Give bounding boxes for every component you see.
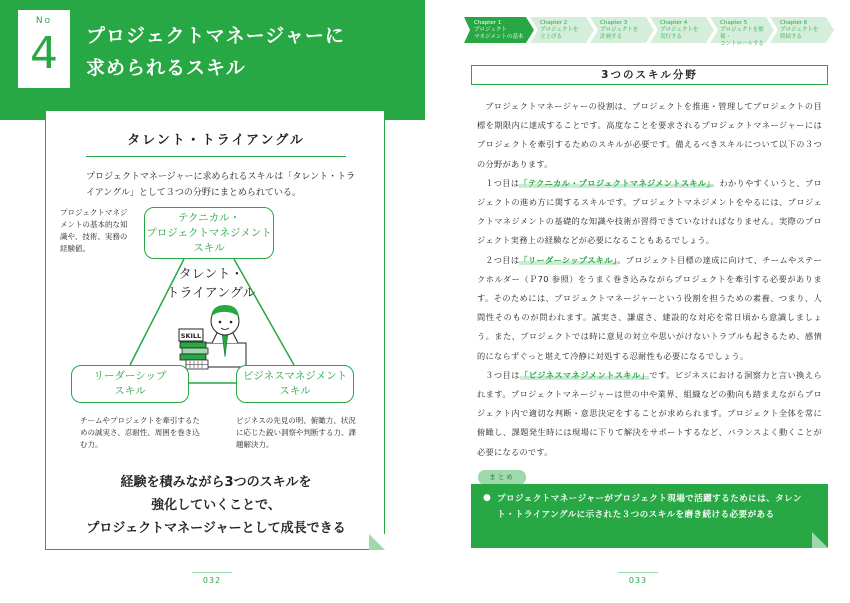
paragraph-4 xyxy=(477,366,822,462)
tab-chapter-4-line2: 実行する xyxy=(660,34,683,40)
paragraph-2-lead: １つ目は xyxy=(485,177,520,188)
tab-chapter-4-line1: プロジェクトを xyxy=(660,27,699,33)
business-skill-description: ビジネスの先見の明、俯瞰力、状況に応じた鋭い洞察や判断する力、課題解決力。 xyxy=(236,416,356,449)
chapter-header xyxy=(0,0,425,120)
triangle-center-label xyxy=(156,265,266,303)
highlight-leadership-skill: 「リーダーシップスキル」 xyxy=(519,254,618,265)
tab-chapter-2-line2: 立上げる xyxy=(540,34,563,40)
chapter-number-box xyxy=(18,10,70,88)
tab-chapter-1-num: Chapter 1 xyxy=(474,20,502,26)
summary-text: プロジェクトマネージャーがプロジェクト現場で活躍するためには、タレント・トライアングルに示された３つのスキルを磨き続ける必要がある xyxy=(497,494,802,520)
tab-chapter-4[interactable] xyxy=(650,17,714,43)
tab-chapter-5-line1: プロジェクトを監視・ xyxy=(720,27,764,40)
page-number-right: 033 xyxy=(628,576,648,585)
node-tech-line1: テクニカル・ xyxy=(177,212,241,224)
tech-skill-description: プロジェクトマネジメントの基本的な知識や、技術、実務の経験値。 xyxy=(60,208,128,253)
node-biz-line2: スキル xyxy=(279,385,311,397)
paragraph-2 xyxy=(477,174,822,251)
summary-tag: まとめ xyxy=(478,470,526,485)
tab-chapter-1-line1: プロジェクト xyxy=(474,27,507,33)
paragraph-3 xyxy=(477,251,822,366)
tab-chapter-6-line2: 終結する xyxy=(780,34,803,40)
node-technical-pm-skill xyxy=(144,207,274,259)
tab-chapter-1[interactable] xyxy=(464,17,534,43)
tab-chapter-3-num: Chapter 3 xyxy=(600,20,628,26)
conclusion-line3: プロジェクトマネージャーとして成長できる xyxy=(86,521,346,536)
paragraph-3-lead: ２つ目は xyxy=(485,254,520,265)
chapter-title-line2: 求められるスキル xyxy=(86,57,246,79)
highlight-business-skill: 「ビジネスマネジメントスキル」 xyxy=(519,369,650,380)
tab-chapter-3-line1: プロジェクトを xyxy=(600,27,639,33)
bullet-icon: ● xyxy=(483,493,491,503)
paragraph-2-rest: 。わかりやすくいうと、プロジェクトの進め方に関するスキルです。プロジェクトマネジメントをやるには、プロジェクトマネジメントの基礎的な知識や技術が習得できていなければなりません。実際のプロジェクト実務上の経験などが必要になることもあるでしょう。 xyxy=(477,177,822,246)
chapter-title-line1: プロジェクトマネージャーに xyxy=(86,25,345,47)
node-business-management-skill xyxy=(236,365,354,403)
tab-chapter-3[interactable] xyxy=(590,17,654,43)
node-biz-line1: ビジネスマネジメント xyxy=(242,370,348,382)
tab-chapter-2-line1: プロジェクトを xyxy=(540,27,579,33)
chapter-number-label: No xyxy=(35,16,53,26)
tab-chapter-6[interactable] xyxy=(770,17,834,43)
talent-triangle-card xyxy=(45,110,385,550)
center-label-line2: トライアングル xyxy=(166,286,256,301)
paragraph-1: プロジェクトマネージャーの役割は、プロジェクトを推進・管理してプロジェクトの目標を期限内に達成することです。高度なことを要求されるプロジェクトマネージャーにはプロジェクトを牽引するためのスキルが必要です。備えるべきスキルについて以下の３つの分野があります。 xyxy=(477,101,822,169)
node-tech-line3: スキル xyxy=(193,242,225,254)
section-title: 3つのスキル分野 xyxy=(471,65,828,85)
conclusion-line2: 強化していくことで、 xyxy=(151,498,281,513)
node-leader-line1: リーダーシップ xyxy=(93,370,167,382)
tab-chapter-5-num: Chapter 5 xyxy=(720,20,748,26)
card-corner-fold xyxy=(369,534,385,550)
chapter-title xyxy=(86,20,406,84)
tab-chapter-6-num: Chapter 6 xyxy=(780,20,808,26)
leadership-skill-description: チームやプロジェクトを牽引するための誠実さ、忍耐性、周囲を巻き込む力。 xyxy=(80,416,200,449)
skill-sign-text: SKILL xyxy=(180,332,202,340)
body-text xyxy=(477,97,822,462)
summary-box xyxy=(471,484,828,548)
tab-chapter-3-line2: 計画する xyxy=(600,34,623,40)
card-title-divider xyxy=(86,156,346,157)
card-conclusion xyxy=(46,471,386,540)
center-label-line1: タレント・ xyxy=(178,267,244,282)
page-number-rule-right xyxy=(618,572,658,573)
businessman-illustration-icon xyxy=(179,305,246,369)
summary-corner-fold xyxy=(812,532,828,548)
tab-chapter-6-line1: プロジェクトを xyxy=(780,27,819,33)
tab-chapter-2[interactable] xyxy=(530,17,594,43)
tab-chapter-2-num: Chapter 2 xyxy=(540,20,568,26)
chapter-number: 4 xyxy=(30,28,58,79)
tab-chapter-5-line2: コントロールする xyxy=(720,41,764,47)
node-tech-line2: プロジェクトマネジメント xyxy=(146,227,272,239)
tab-chapter-1-line2: マネジメントの基本 xyxy=(474,34,524,40)
tab-chapter-5[interactable] xyxy=(710,17,774,47)
node-leadership-skill xyxy=(71,365,189,403)
tab-chapter-4-num: Chapter 4 xyxy=(660,20,688,26)
card-title: タレント・トライアングル xyxy=(127,133,305,148)
highlight-technical-skill: 「テクニカル・プロジェクトマネジメントスキル」 xyxy=(519,177,711,188)
paragraph-4-lead: ３つ目は xyxy=(485,369,520,380)
page-number-left: 032 xyxy=(202,576,222,585)
paragraph-3-rest: 。プロジェクト目標の達成に向けて、チームやステークホルダー（Ｐ70 参照）をうまく巻き込みながらプロジェクトを牽引する必要があります。そのためには、プロジェクトマネージャーという役割を担うための素養、つまり、人間性そのものが問われます。誠実さ、謙虚さ、建設的な対応を常日頃から意識しましょう。また、プロジェクトでは時に意見の対立や思いがけないトラブルも起きるため、感情的にならずぐっと堪えて冷静に対処する忍耐性も必要になるでしょう。 xyxy=(477,254,823,361)
page-number-rule-left xyxy=(192,572,232,573)
paragraph-4-rest: です。ビジネスにおける洞察力と言い換えられます。プロジェクトマネージャーは世の中や業界、組織などの動向も踏まえながらプロジェクト内で適切な判断・意思決定をすることが求められます。プロジェクト全体を常に俯瞰し、課題発生時には現場に下りて解決をサポートするなど、バランスよく動くことが必要になるのです。 xyxy=(477,369,822,457)
card-intro-text: プロジェクトマネージャーに求められるスキルは「タレント・トライアングル」として３つの分野にまとめられている。 xyxy=(86,172,356,198)
conclusion-line1: 経験を積みながら3つのスキルを xyxy=(120,475,312,490)
node-leader-line2: スキル xyxy=(114,385,146,397)
